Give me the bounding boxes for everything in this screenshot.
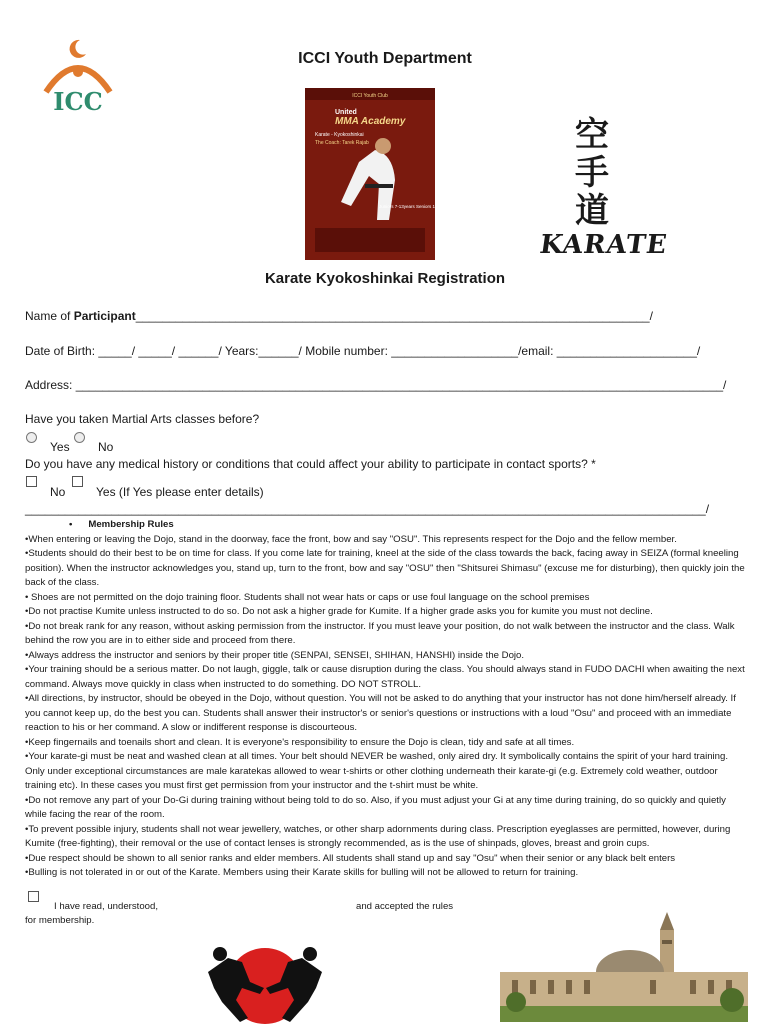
- agree-checkbox[interactable]: [28, 891, 39, 909]
- rule-item: •Do not break rank for any reason, without asking permission from the instructor. If you must leave your position, do not walk between the instructor and the class. Walk behind the row you are in to either side and proceed from there.: [25, 620, 735, 646]
- poster-coach: The Coach: Tarek Rajab: [315, 140, 369, 146]
- agree-text-1: I have read, understood,: [54, 901, 159, 912]
- medical-yes-checkbox[interactable]: [72, 476, 83, 494]
- dob-mobile-email-row[interactable]: Date of Birth: _____/ _____/ ______/ Years:______/ Mobile number: ___________________/email: _____________________/: [25, 344, 701, 358]
- agree-text-2: and accepted the rules: [356, 901, 454, 912]
- name-label-bold: Participant: [73, 309, 136, 323]
- rules-title-text: Membership Rules: [88, 519, 174, 530]
- rule-item: •Bulling is not tolerated in or out of the Karate. Members using their Karate skills for bulling will not be allowed to return for training.: [25, 867, 579, 878]
- radio-yes[interactable]: [26, 432, 37, 450]
- radio-no[interactable]: [74, 432, 85, 450]
- name-row: [25, 309, 653, 323]
- medical-details-field[interactable]: ______________________________________________________________________________________________________/: [25, 502, 710, 516]
- karate-wordmark: KARATE: [537, 230, 670, 260]
- rule-item: • Shoes are not permitted on the dojo training floor. Students shall not wear hats or caps or use foul language on the school premises: [25, 591, 590, 603]
- icc-logo: [38, 34, 118, 120]
- registration-title: Karate Kyokoshinkai Registration: [264, 270, 506, 287]
- poster-club: ICCI Youth Club: [352, 93, 388, 99]
- poster-ages: Juniors 7-13years Seniors 13+ years: [379, 204, 453, 209]
- rule-item: •All directions, by instructor, should be obeyed in the Dojo, without question. You will not be asked to do anything that your instructor has not done him/herself already. If you cannot keep up, do the best you can. Students shall answer their instructor's or senior's questions or instructions with a loud "Osu" and proceed with an immediate reaction to his or her command. A slow or indifferent response is discourteous.: [25, 693, 736, 733]
- rules-title: [25, 518, 747, 533]
- rule-item: •Due respect should be shown to all senior ranks and elder members. All students shall stand up and say "Osu" when their senior or any black belt enters: [25, 852, 676, 864]
- rule-item: •Always address the instructor and seniors by their proper title (SENPAI, SENSEI, SHIHAN, HANSHI) inside the Dojo.: [25, 649, 525, 661]
- radio-no-label: No: [98, 440, 114, 454]
- medical-yes-label: Yes (If Yes please enter details): [96, 485, 264, 499]
- radio-yes-label: Yes: [50, 440, 70, 454]
- rule-item: •To prevent possible injury, students shall not wear jewellery, watches, or other sharp adornments during class. Prescription eyeglasses are permitted, however, during Kumite (free-fighting), their removal or the use of contact lenses is strongly recommended, as is the use of shinpads, gloves, breast and groin cups.: [25, 823, 731, 849]
- rule-item: •Your karate-gi must be neat and washed clean at all times. Your belt should NEVER be washed, only aired dry. It symbolically contains the spirit of your hard training. Only under exceptional circumstances are male karatekas allowed to wear t-shirts or other clothing underneath their karate-gi (e.g. Extremely cold weather, outdoor training etc). In these cases you must first get permission from your instructor and the t-shirt must be white.: [25, 751, 729, 791]
- address-field[interactable]: Address: _________________________________________________________________________________________________/: [25, 378, 727, 392]
- medical-question: Do you have any medical history or conditions that could affect your ability to participate in contact sports? *: [25, 457, 596, 471]
- logo-text: ICC: [53, 87, 103, 116]
- page-title: ICCI Youth Department: [298, 50, 472, 67]
- medical-no-checkbox[interactable]: [26, 476, 37, 494]
- martial-arts-question: Have you taken Martial Arts classes before?: [25, 412, 260, 426]
- medical-no-label: No: [50, 485, 66, 499]
- rule-item: •When entering or leaving the Dojo, stand in the doorway, face the front, bow and say "OSU". This represents respect for the Dojo and the fellow member.: [25, 533, 677, 545]
- karate-kanji: 空 手 道: [575, 115, 609, 231]
- mma-academy-poster: [305, 88, 453, 260]
- karate-fighters-image: [198, 928, 332, 1024]
- poster-line2: MMA Academy: [335, 116, 406, 127]
- name-label: Name of: [25, 309, 74, 323]
- poster-style: Karate - Kyokoshinkai: [315, 132, 364, 138]
- rule-item: •Keep fingernails and toenails short and clean. It is everyone's responsibility to ensure the Dojo is clean, tidy and safe at all times.: [25, 736, 575, 748]
- membership-rules: [25, 518, 747, 881]
- rule-item: •Do not practise Kumite unless instructed to do so. Do not ask a higher grade for Kumite. If a higher grade asks you for kumite you must not decline.: [25, 606, 653, 617]
- rule-item: •Your training should be a serious matter. Do not laugh, giggle, talk or cause disruption during the class. You should always stand in FUDO DACHI when awaiting the next command. Always move quickly in class when instructed to do something. DO NOT STROLL.: [25, 664, 745, 690]
- rule-item: •Do not remove any part of your Do-Gi during training without being told to do so. Also, if you must adjust your Gi at any time during training, do so quickly and quietly while facing the rear of the room.: [25, 794, 726, 820]
- rule-item: •Students should do their best to be on time for class. If you come late for training, kneel at the side of the class towards the back, facing away in SEIZA (formal kneeling position). When the instructor acknowledges you, stand up, turn to the front, bow and say "OSU" then "Shitsurei Shimasu" (excuse me for disturbing), then quickly join the back of the class.: [25, 548, 745, 588]
- rules-title-bullet: •: [69, 519, 73, 530]
- agree-text-3: for membership.: [25, 915, 95, 926]
- name-field[interactable]: _____________________________________________________________________________/: [135, 309, 653, 323]
- mosque-image: [500, 910, 748, 1022]
- poster-line1: United: [335, 109, 357, 116]
